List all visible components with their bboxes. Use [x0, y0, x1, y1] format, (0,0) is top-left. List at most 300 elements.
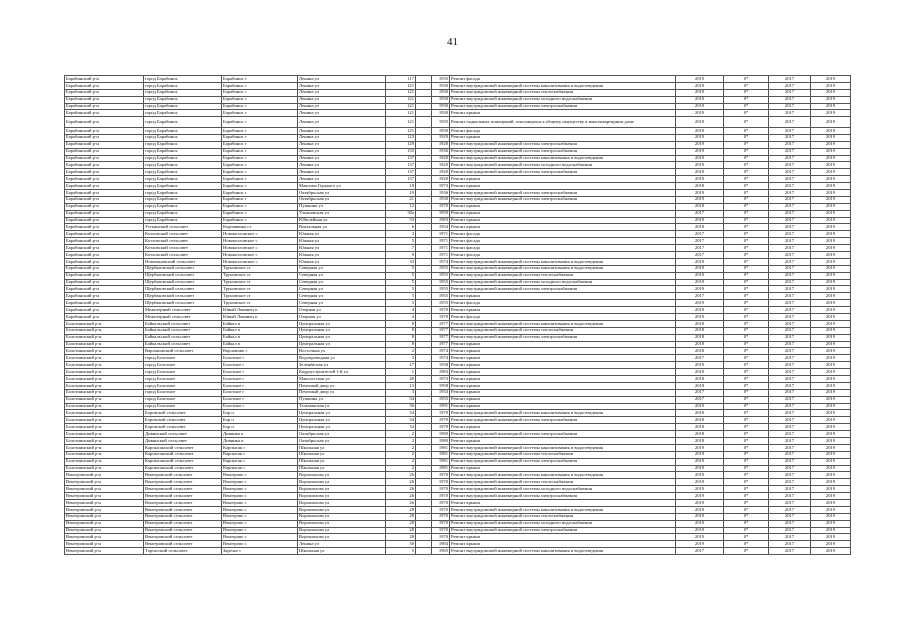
cell-year-built: 1959 [432, 210, 450, 217]
cell-period-end: 2019 [811, 189, 851, 196]
cell-settlement-council: Боровской сельсовет [144, 424, 222, 431]
cell-building [416, 472, 432, 479]
cell-street: Тельманская ул [298, 403, 386, 410]
cell-district: Болотнинский р-н [65, 334, 144, 341]
cell-year-built: 1983 [432, 369, 450, 376]
cell-settlement-council: город Барабинск [144, 134, 222, 141]
cell-settlement-council: Карпысакский сельсовет [144, 451, 222, 458]
cell-settlement-council: Козловский сельсовет [144, 231, 222, 238]
cell-house-number: 3 [386, 355, 416, 362]
cell-district: Венгеровский р-н [65, 486, 144, 493]
cell-street: Октябрьская ул [298, 438, 386, 445]
cell-cost: 0* [724, 82, 769, 89]
cell-street: Максима Горького ул [298, 183, 386, 190]
cell-district: Барабинский р-н [65, 89, 144, 96]
cell-year-built: 1935 [432, 76, 450, 83]
cell-planned-year: 2017 [676, 210, 724, 217]
cell-year-built: 1938 [432, 362, 450, 369]
cell-planned-year: 2019 [676, 176, 724, 183]
cell-house-number: 17 [386, 362, 416, 369]
cell-settlement-council: Межозерный сельсовет [144, 313, 222, 320]
table-row [65, 486, 851, 493]
cell-district: Болотнинский р-н [65, 320, 144, 327]
cell-street: Ворошилова ул [298, 534, 386, 541]
cell-period-start: 2017 [769, 196, 811, 203]
cell-planned-year: 2019 [676, 486, 724, 493]
cell-cost: 0* [724, 500, 769, 507]
cell-work-type: Ремонт внутридомовой инженерной системы канализования и водоотведения [450, 155, 676, 162]
cell-planned-year: 2019 [676, 286, 724, 293]
cell-settlement-council: Венгеровский сельсовет [144, 486, 222, 493]
cell-locality: Барабинск г [222, 176, 298, 183]
cell-house-number: 121 [386, 117, 416, 128]
cell-district: Болотнинский р-н [65, 458, 144, 465]
cell-cost: 0* [724, 376, 769, 383]
cell-street: Центральная ул [298, 424, 386, 431]
cell-building [416, 341, 432, 348]
cell-building [416, 176, 432, 183]
cell-district: Болотнинский р-н [65, 396, 144, 403]
cell-locality: Дивинка п [222, 431, 298, 438]
cell-period-start: 2017 [769, 403, 811, 410]
cell-street: Ленина ул [298, 96, 386, 103]
cell-period-end: 2019 [811, 196, 851, 203]
cell-house-number: 5 [386, 265, 416, 272]
cell-work-type: Ремонт внутридомовой инженерной системы холодного водоснабжения [450, 486, 676, 493]
cell-period-start: 2017 [769, 82, 811, 89]
cell-planned-year: 2019 [676, 127, 724, 134]
cell-settlement-council: Варламовский сельсовет [144, 348, 222, 355]
cell-work-type: Ремонт крыши [450, 389, 676, 396]
cell-building [416, 265, 432, 272]
cell-planned-year: 2019 [676, 134, 724, 141]
cell-locality: Новокозловское с [222, 231, 298, 238]
cell-house-number: 123 [386, 134, 416, 141]
cell-planned-year: 2019 [676, 369, 724, 376]
cell-building [416, 272, 432, 279]
cell-house-number: 34 [386, 396, 416, 403]
cell-district: Болотнинский р-н [65, 417, 144, 424]
cell-planned-year: 2018 [676, 334, 724, 341]
cell-house-number: 28 [386, 513, 416, 520]
cell-period-start: 2017 [769, 89, 811, 96]
cell-period-end: 2019 [811, 313, 851, 320]
cell-period-start: 2017 [769, 479, 811, 486]
cell-settlement-council: город Болотное [144, 355, 222, 362]
cell-district: Болотнинский р-н [65, 444, 144, 451]
cell-district: Венгеровский р-н [65, 534, 144, 541]
cell-year-built: 1970 [432, 493, 450, 500]
cell-district: Барабинский р-н [65, 176, 144, 183]
cell-cost: 0* [724, 286, 769, 293]
table-row [65, 472, 851, 479]
cell-house-number: 34 [386, 424, 416, 431]
cell-settlement-council: город Барабинск [144, 183, 222, 190]
cell-period-end: 2019 [811, 183, 851, 190]
cell-work-type: Ремонт крыши [450, 362, 676, 369]
cell-year-built: 1970 [432, 513, 450, 520]
cell-house-number: 137 [386, 162, 416, 169]
cell-district: Болотнинский р-н [65, 369, 144, 376]
cell-building [416, 513, 432, 520]
cell-building [416, 127, 432, 134]
cell-work-type: Ремонт подвальных помещений, относящихся к общему имуществу в многоквартирном доме [450, 117, 676, 128]
cell-building [416, 520, 432, 527]
cell-period-end: 2019 [811, 438, 851, 445]
cell-planned-year: 2018 [676, 417, 724, 424]
cell-work-type: Ремонт крыши [450, 176, 676, 183]
cell-district: Барабинский р-н [65, 76, 144, 83]
table-row [65, 327, 851, 334]
cell-locality: Барабинск г [222, 169, 298, 176]
cell-settlement-council: город Болотное [144, 382, 222, 389]
cell-planned-year: 2019 [676, 258, 724, 265]
table-row [65, 534, 851, 541]
cell-locality: Байкал п [222, 327, 298, 334]
cell-locality: Венгерово с [222, 527, 298, 534]
cell-year-built: 1958 [432, 382, 450, 389]
cell-district: Венгеровский р-н [65, 513, 144, 520]
cell-period-end: 2019 [811, 382, 851, 389]
cell-settlement-council: Тартасский сельсовет [144, 548, 222, 555]
cell-period-end: 2019 [811, 458, 851, 465]
cell-settlement-council: город Барабинск [144, 89, 222, 96]
cell-planned-year: 2019 [676, 534, 724, 541]
cell-house-number: 34 [386, 417, 416, 424]
cell-planned-year: 2019 [676, 403, 724, 410]
cell-period-start: 2017 [769, 396, 811, 403]
cell-work-type: Ремонт внутридомовой инженерной системы электроснабжения [450, 189, 676, 196]
cell-period-start: 2017 [769, 451, 811, 458]
cell-cost: 0* [724, 444, 769, 451]
cell-year-built: 1979 [432, 417, 450, 424]
cell-house-number: 5 [386, 272, 416, 279]
cell-planned-year: 2019 [676, 141, 724, 148]
cell-period-end: 2019 [811, 444, 851, 451]
cell-work-type: Ремонт внутридомовой инженерной системы холодного водоснабжения [450, 279, 676, 286]
cell-work-type: Ремонт внутридомовой инженерной системы теплоснабжения [450, 89, 676, 96]
cell-planned-year: 2018 [676, 438, 724, 445]
cell-district: Барабинский р-н [65, 134, 144, 141]
cell-planned-year: 2019 [676, 196, 724, 203]
cell-period-end: 2019 [811, 527, 851, 534]
cell-house-number: 121 [386, 82, 416, 89]
cell-period-end: 2019 [811, 148, 851, 155]
cell-settlement-council: Новочановский сельсовет [144, 258, 222, 265]
cell-district: Болотнинский р-н [65, 382, 144, 389]
cell-settlement-council: Карпысакский сельсовет [144, 444, 222, 451]
cell-period-start: 2017 [769, 348, 811, 355]
cell-district: Болотнинский р-н [65, 451, 144, 458]
cell-cost: 0* [724, 231, 769, 238]
cell-period-end: 2019 [811, 224, 851, 231]
cell-building [416, 389, 432, 396]
cell-year-built: 1971 [432, 238, 450, 245]
cell-district: Барабинский р-н [65, 293, 144, 300]
table-row [65, 127, 851, 134]
cell-period-end: 2019 [811, 258, 851, 265]
cell-period-start: 2017 [769, 541, 811, 548]
cell-planned-year: 2019 [676, 307, 724, 314]
cell-house-number: 26 [386, 500, 416, 507]
cell-year-built: 1930 [432, 196, 450, 203]
cell-building [416, 396, 432, 403]
cell-period-end: 2019 [811, 520, 851, 527]
cell-street: Водопроводная ул [298, 355, 386, 362]
cell-planned-year: 2019 [676, 217, 724, 224]
cell-cost: 0* [724, 251, 769, 258]
cell-period-end: 2019 [811, 410, 851, 417]
cell-settlement-council: Венгеровский сельсовет [144, 479, 222, 486]
cell-settlement-council: Дивинский сельсовет [144, 438, 222, 445]
cell-district: Болотнинский р-н [65, 362, 144, 369]
cell-work-type: Ремонт внутридомовой инженерной системы теплоснабжения [450, 327, 676, 334]
cell-cost: 0* [724, 355, 769, 362]
cell-period-end: 2019 [811, 534, 851, 541]
cell-locality: Кирзавинка ст [222, 224, 298, 231]
cell-building [416, 527, 432, 534]
cell-street: Южная ул [298, 258, 386, 265]
cell-settlement-council: город Болотное [144, 376, 222, 383]
cell-district: Барабинский р-н [65, 148, 144, 155]
cell-period-end: 2019 [811, 110, 851, 117]
cell-house-number: 117 [386, 76, 416, 83]
cell-cost: 0* [724, 513, 769, 520]
cell-period-end: 2019 [811, 548, 851, 555]
cell-settlement-council: Козловский сельсовет [144, 238, 222, 245]
cell-year-built: 1955 [432, 293, 450, 300]
cell-street: Ленина ул [298, 89, 386, 96]
cell-locality: Варламово с [222, 348, 298, 355]
table-row [65, 369, 851, 376]
cell-street: Пушкина ул [298, 203, 386, 210]
cell-period-start: 2017 [769, 527, 811, 534]
cell-locality: Барабинск г [222, 217, 298, 224]
cell-year-built: 1970 [432, 527, 450, 534]
cell-street: Центральная ул [298, 417, 386, 424]
cell-year-built: 1984 [432, 541, 450, 548]
table-row [65, 110, 851, 117]
cell-district: Болотнинский р-н [65, 465, 144, 472]
cell-street: Ленина ул [298, 141, 386, 148]
cell-period-start: 2017 [769, 465, 811, 472]
cell-locality: Болотное г [222, 355, 298, 362]
cell-period-end: 2019 [811, 334, 851, 341]
cell-period-end: 2019 [811, 320, 851, 327]
cell-district: Болотнинский р-н [65, 438, 144, 445]
cell-planned-year: 2019 [676, 300, 724, 307]
cell-settlement-council: город Барабинск [144, 110, 222, 117]
cell-settlement-council: Венгеровский сельсовет [144, 472, 222, 479]
cell-house-number: 5 [386, 293, 416, 300]
cell-locality: Труновское ст [222, 286, 298, 293]
cell-building [416, 258, 432, 265]
cell-house-number: 9 [386, 251, 416, 258]
cell-district: Венгеровский р-н [65, 493, 144, 500]
cell-building [416, 313, 432, 320]
cell-locality: Венгерово с [222, 541, 298, 548]
cell-planned-year: 2019 [676, 272, 724, 279]
table-row [65, 479, 851, 486]
cell-building [416, 355, 432, 362]
cell-district: Венгеровский р-н [65, 548, 144, 555]
cell-building [416, 506, 432, 513]
cell-building [416, 486, 432, 493]
cell-year-built: 1970 [432, 472, 450, 479]
cell-cost: 0* [724, 341, 769, 348]
cell-house-number: 30а [386, 210, 416, 217]
cell-district: Барабинский р-н [65, 217, 144, 224]
cell-district: Барабинский р-н [65, 117, 144, 128]
cell-cost: 0* [724, 103, 769, 110]
cell-street: Ворошилова ул [298, 486, 386, 493]
cell-house-number: 28 [386, 534, 416, 541]
cell-period-start: 2017 [769, 258, 811, 265]
cell-period-end: 2019 [811, 417, 851, 424]
cell-cost: 0* [724, 300, 769, 307]
cell-cost: 0* [724, 127, 769, 134]
cell-building [416, 155, 432, 162]
cell-house-number: 8 [386, 327, 416, 334]
cell-building [416, 103, 432, 110]
cell-period-end: 2019 [811, 541, 851, 548]
cell-planned-year: 2019 [676, 479, 724, 486]
cell-cost: 0* [724, 293, 769, 300]
cell-period-start: 2017 [769, 224, 811, 231]
cell-house-number: 21 [386, 196, 416, 203]
cell-period-start: 2017 [769, 279, 811, 286]
cell-period-start: 2017 [769, 272, 811, 279]
cell-street: Ленина ул [298, 541, 386, 548]
cell-period-start: 2017 [769, 472, 811, 479]
cell-building [416, 89, 432, 96]
cell-building [416, 334, 432, 341]
cell-planned-year: 2017 [676, 389, 724, 396]
cell-settlement-council: Венгеровский сельсовет [144, 493, 222, 500]
cell-year-built: 1981 [432, 451, 450, 458]
cell-building [416, 110, 432, 117]
cell-period-start: 2017 [769, 141, 811, 148]
cell-building [416, 320, 432, 327]
cell-work-type: Ремонт внутридомовой инженерной системы электроснабжения [450, 148, 676, 155]
cell-locality: Барабинск г [222, 110, 298, 117]
cell-period-end: 2019 [811, 479, 851, 486]
cell-locality: Барабинск г [222, 196, 298, 203]
cell-locality: Новокозловское с [222, 251, 298, 258]
cell-district: Барабинский р-н [65, 313, 144, 320]
cell-year-built: 1970 [432, 486, 450, 493]
cell-settlement-council: Байкальский сельсовет [144, 334, 222, 341]
cell-cost: 0* [724, 117, 769, 128]
works-table [64, 75, 851, 555]
cell-work-type: Ремонт фасада [450, 251, 676, 258]
cell-district: Венгеровский р-н [65, 479, 144, 486]
cell-planned-year: 2018 [676, 320, 724, 327]
cell-district: Барабинский р-н [65, 265, 144, 272]
table-row [65, 286, 851, 293]
cell-cost: 0* [724, 272, 769, 279]
cell-planned-year: 2019 [676, 76, 724, 83]
cell-street: Южная ул [298, 245, 386, 252]
cell-district: Болотнинский р-н [65, 376, 144, 383]
cell-year-built: 1930 [432, 89, 450, 96]
cell-street: Ворошилова ул [298, 513, 386, 520]
cell-period-end: 2019 [811, 279, 851, 286]
cell-period-start: 2017 [769, 376, 811, 383]
table-row [65, 520, 851, 527]
cell-district: Барабинский р-н [65, 307, 144, 314]
cell-building [416, 307, 432, 314]
cell-year-built: 1936 [432, 148, 450, 155]
cell-period-start: 2017 [769, 389, 811, 396]
cell-period-end: 2019 [811, 389, 851, 396]
cell-cost: 0* [724, 320, 769, 327]
cell-planned-year: 2019 [676, 500, 724, 507]
cell-period-start: 2017 [769, 458, 811, 465]
cell-locality: Венгерово с [222, 534, 298, 541]
cell-period-start: 2017 [769, 334, 811, 341]
cell-settlement-council: город Барабинск [144, 103, 222, 110]
table-row [65, 96, 851, 103]
cell-house-number: 2 [386, 458, 416, 465]
cell-settlement-council: Венгеровский сельсовет [144, 534, 222, 541]
cell-street: Ленина ул [298, 155, 386, 162]
cell-locality: Барабинск г [222, 103, 298, 110]
cell-building [416, 238, 432, 245]
cell-building [416, 348, 432, 355]
cell-locality: Барабинск г [222, 148, 298, 155]
cell-settlement-council: Щербаковский сельсовет [144, 293, 222, 300]
cell-locality: Карпысак с [222, 444, 298, 451]
cell-locality: Венгерово с [222, 520, 298, 527]
cell-street: Ворошилова ул [298, 520, 386, 527]
cell-period-end: 2019 [811, 465, 851, 472]
cell-planned-year: 2019 [676, 103, 724, 110]
cell-house-number: 6 [386, 224, 416, 231]
cell-street: Октябрьская ул [298, 189, 386, 196]
cell-planned-year: 2019 [676, 117, 724, 128]
cell-planned-year: 2017 [676, 355, 724, 362]
cell-work-type: Ремонт крыши [450, 341, 676, 348]
cell-settlement-council: Карпысакский сельсовет [144, 465, 222, 472]
cell-house-number: 121 [386, 110, 416, 117]
cell-street: Школьная ул [298, 444, 386, 451]
cell-settlement-council: город Барабинск [144, 176, 222, 183]
cell-house-number: 121 [386, 89, 416, 96]
cell-planned-year: 2018 [676, 410, 724, 417]
cell-period-end: 2019 [811, 369, 851, 376]
cell-settlement-council: Межозерный сельсовет [144, 307, 222, 314]
cell-district: Барабинский р-н [65, 127, 144, 134]
cell-street: Зеленёвская ул [298, 362, 386, 369]
cell-district: Болотнинский р-н [65, 355, 144, 362]
cell-work-type: Ремонт крыши [450, 210, 676, 217]
cell-district: Барабинский р-н [65, 203, 144, 210]
cell-settlement-council: Байкальский сельсовет [144, 327, 222, 334]
cell-settlement-council: Щербаковский сельсовет [144, 279, 222, 286]
cell-house-number: 5 [386, 286, 416, 293]
table-row [65, 176, 851, 183]
cell-district: Венгеровский р-н [65, 472, 144, 479]
cell-work-type: Ремонт внутридомовой инженерной системы канализования и водоотведения [450, 548, 676, 555]
cell-work-type: Ремонт фасада [450, 231, 676, 238]
cell-work-type: Ремонт внутридомовой инженерной системы канализования и водоотведения [450, 410, 676, 417]
cell-district: Барабинский р-н [65, 231, 144, 238]
cell-street: Южная ул [298, 251, 386, 258]
table-row [65, 527, 851, 534]
cell-planned-year: 2019 [676, 465, 724, 472]
table-row [65, 189, 851, 196]
